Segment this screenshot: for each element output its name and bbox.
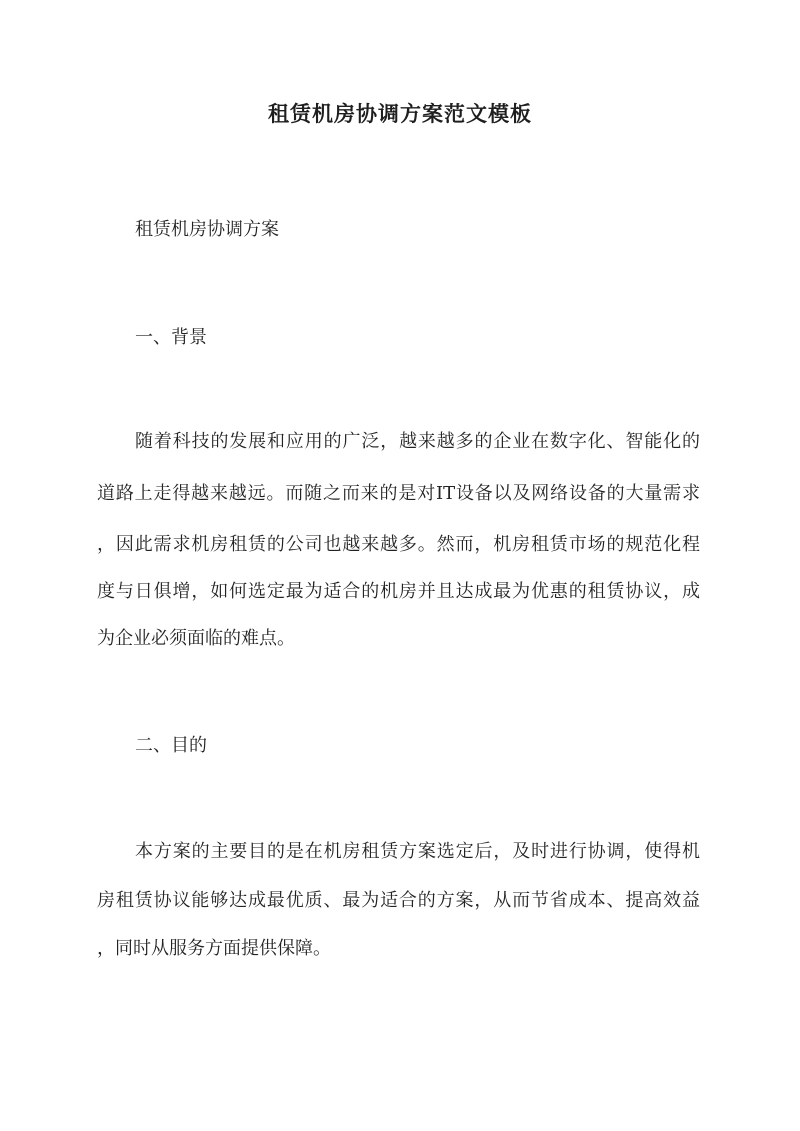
paragraph-line: 房租赁协议能够达成最优质、最为适合的方案，从而节省成本、提高效益 bbox=[97, 890, 700, 911]
paragraph-line: 随着科技的发展和应用的广泛，越来越多的企业在数字化、智能化的 bbox=[135, 431, 700, 452]
paragraph-line: ，因此需求机房租赁的公司也越来越多。然而，机房租赁市场的规范化程 bbox=[97, 534, 700, 555]
paragraph-line: ，同时从服务方面提供保障。 bbox=[97, 938, 331, 959]
section-heading-background: 一、背景 bbox=[135, 327, 207, 348]
document-title: 租赁机房协调方案范文模板 bbox=[268, 101, 532, 126]
paragraph-line: 为企业必须面临的难点。 bbox=[97, 628, 295, 649]
section-heading-purpose: 二、目的 bbox=[135, 735, 207, 756]
paragraph-line: 道路上走得越来越远。而随之而来的是对IT设备以及网络设备的大量需求 bbox=[97, 483, 700, 504]
document-subtitle: 租赁机房协调方案 bbox=[135, 219, 279, 240]
paragraph-line: 本方案的主要目的是在机房租赁方案选定后，及时进行协调，使得机 bbox=[135, 841, 700, 862]
paragraph-line: 度与日俱增，如何选定最为适合的机房并且达成最为优惠的租赁协议，成 bbox=[97, 581, 700, 602]
